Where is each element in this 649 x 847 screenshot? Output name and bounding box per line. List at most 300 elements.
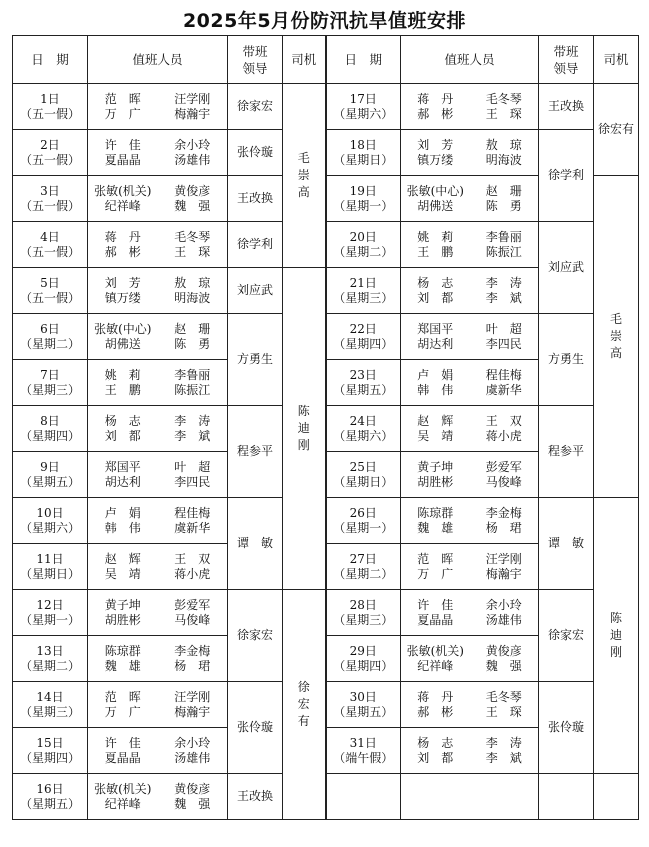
date-note: （星期一） [333,520,394,535]
leader-cell [539,314,594,406]
date-cell [326,498,401,544]
staff-name: 汪学刚 [174,689,211,704]
driver-name: 毛崇高 [297,151,310,199]
staff-name: 胡胜彬 [104,612,141,627]
date-cell [326,130,401,176]
leader-name: 王改换 [547,99,584,113]
staff-cell [401,452,539,498]
staff-name: 蒋 丹 [417,689,454,704]
staff-name: 刘 都 [417,750,454,765]
date-note: （五一假） [19,106,80,121]
staff-name: 黄俊彦 [485,643,522,658]
staff-cell [88,130,228,176]
date-day: 9日 [40,459,60,474]
date-cell [326,636,401,682]
duty-roster-table [12,35,639,820]
driver-cell [283,84,326,268]
staff-cell [88,590,228,636]
staff-name: 汤雄伟 [174,750,211,765]
date-cell [13,360,88,406]
date-day: 13日 [36,643,64,658]
date-cell [13,682,88,728]
date-day: 16日 [36,781,64,796]
staff-cell [88,544,228,590]
staff-name: 夏晶晶 [417,612,454,627]
leader-cell [539,406,594,498]
staff-cell [88,498,228,544]
date-cell [13,406,88,452]
leader-cell [228,268,283,314]
staff-name: 魏 强 [174,198,211,213]
leader-cell [228,130,283,176]
date-note: （星期四） [19,428,80,443]
date-cell [13,498,88,544]
table-row [13,774,639,820]
staff-name: 余小玲 [174,735,211,750]
date-day: 4日 [40,229,60,244]
staff-name: 魏 雄 [104,658,141,673]
date-note: （五一假） [19,290,80,305]
leader-cell [228,590,283,682]
date-note: （星期六） [333,106,394,121]
date-note: （星期六） [333,428,394,443]
header-leader-left [228,36,283,84]
date-day: 17日 [349,91,377,106]
staff-name: 胡达利 [104,474,141,489]
date-note: （星期三） [19,704,80,719]
date-day: 27日 [349,551,377,566]
staff-name: 陈振江 [485,244,522,259]
table-row [13,314,639,360]
staff-name: 陈 勇 [174,336,211,351]
staff-name: 镇万缕 [104,290,141,305]
staff-cell [88,728,228,774]
staff-name: 镇万缕 [417,152,454,167]
date-day: 14日 [36,689,64,704]
staff-name: 刘 都 [104,428,141,443]
leader-name: 程参平 [547,444,584,458]
staff-name: 赵 辉 [104,551,141,566]
date-day: 18日 [349,137,377,152]
empty-cell [539,774,594,820]
staff-name: 姚 莉 [104,367,141,382]
date-cell [13,84,88,130]
staff-name: 杨 志 [417,735,454,750]
staff-name: 杨 志 [104,413,141,428]
staff-name: 郑国平 [417,321,454,336]
leader-name: 徐家宏 [547,628,584,642]
staff-cell [88,636,228,682]
leader-name: 张伶璇 [236,720,273,734]
leader-cell [228,406,283,498]
staff-cell [88,406,228,452]
date-cell [326,314,401,360]
date-note: （星期二） [333,244,394,259]
header-row [13,36,639,84]
leader-cell [228,176,283,222]
date-cell [326,728,401,774]
staff-name: 汪学刚 [174,91,211,106]
staff-name: 蒋 丹 [417,91,454,106]
staff-name: 张敏(机关) [406,643,464,658]
staff-name: 余小玲 [174,137,211,152]
staff-name: 杨 珺 [485,520,522,535]
date-note: （星期一） [19,612,80,627]
staff-name: 黄子坤 [104,597,141,612]
date-note: （五一假） [19,152,80,167]
leader-name: 谭 敏 [236,536,273,550]
table-row [13,590,639,636]
leader-name: 张伶璇 [547,720,584,734]
leader-cell [228,682,283,774]
staff-name: 魏 雄 [417,520,454,535]
staff-cell [401,544,539,590]
staff-name: 马俊峰 [485,474,522,489]
leader-name: 徐家宏 [236,99,273,113]
staff-name: 杨 珺 [174,658,211,673]
staff-name: 汪学刚 [485,551,522,566]
staff-name: 王 琛 [485,106,522,121]
date-day: 19日 [349,183,377,198]
date-note: （端午假） [333,750,394,765]
staff-name: 魏 强 [485,658,522,673]
empty-cell [594,774,639,820]
staff-name: 王 琛 [174,244,211,259]
staff-cell [401,176,539,222]
staff-name: 蒋小虎 [485,428,522,443]
staff-name: 郝 彬 [417,106,454,121]
table-row [13,498,639,544]
table-row [13,84,639,130]
staff-cell [401,130,539,176]
leader-name: 刘应武 [236,283,273,297]
staff-name: 余小玲 [485,597,522,612]
staff-cell [88,268,228,314]
date-day: 6日 [40,321,60,336]
header-driver-right: 司机 [594,36,639,84]
staff-name: 李鲁丽 [174,367,211,382]
staff-cell [88,222,228,268]
header-leader-line2: 领导 [553,60,579,76]
leader-name: 徐学利 [547,168,584,182]
header-driver-left: 司机 [283,36,326,84]
staff-name: 魏 强 [174,796,211,811]
leader-name: 徐学利 [236,237,273,251]
staff-name: 刘 都 [417,290,454,305]
date-day: 21日 [349,275,377,290]
date-cell [13,774,88,820]
date-cell [326,452,401,498]
leader-name: 方勇生 [236,352,273,366]
staff-name: 王 鹏 [417,244,454,259]
staff-name: 夏晶晶 [104,750,141,765]
driver-name: 毛崇高 [609,312,622,360]
staff-name: 李 斌 [485,750,522,765]
date-note: （星期四） [19,750,80,765]
leader-name: 张伶璇 [236,145,273,159]
header-leader-line2: 领导 [242,60,268,76]
staff-name: 张敏(中心) [94,321,152,336]
date-cell [13,636,88,682]
staff-name: 卢 娟 [417,367,454,382]
staff-cell [88,360,228,406]
leader-cell [539,222,594,314]
date-day: 24日 [349,413,377,428]
leader-cell [228,498,283,590]
staff-name: 彭爱军 [485,459,522,474]
date-note: （星期日） [19,566,80,581]
date-day: 28日 [349,597,377,612]
leader-cell [539,84,594,130]
header-date-left: 日 期 [13,36,88,84]
staff-name: 郝 彬 [417,704,454,719]
staff-name: 万 广 [104,106,141,121]
staff-name: 范 晖 [104,91,141,106]
staff-cell [401,590,539,636]
leader-name: 刘应武 [547,260,584,274]
leader-cell [228,84,283,130]
staff-name: 彭爱军 [174,597,211,612]
header-leader-line1: 带班 [242,43,268,59]
date-note: （星期二） [19,336,80,351]
date-note: （星期五） [19,474,80,489]
staff-name: 刘 芳 [417,137,454,152]
date-day: 23日 [349,367,377,382]
staff-name: 汤雄伟 [485,612,522,627]
header-leader-right [539,36,594,84]
staff-name: 陈振江 [174,382,211,397]
staff-name: 许 佳 [104,137,141,152]
staff-name: 胡达利 [417,336,454,351]
staff-name: 李 涛 [174,413,211,428]
staff-name: 许 佳 [104,735,141,750]
staff-name: 夏晶晶 [104,152,141,167]
staff-name: 程佳梅 [174,505,211,520]
staff-name: 吴 靖 [104,566,141,581]
staff-name: 明海波 [174,290,211,305]
header-date-right: 日 期 [326,36,401,84]
staff-name: 纪祥峰 [104,796,141,811]
staff-name: 蒋 丹 [104,229,141,244]
staff-name: 黄俊彦 [174,183,211,198]
staff-name: 万 广 [417,566,454,581]
staff-name: 程佳梅 [485,367,522,382]
header-leader-line1: 带班 [553,43,579,59]
date-cell [326,544,401,590]
date-note: （星期五） [333,382,394,397]
table-row [13,222,639,268]
date-cell [326,222,401,268]
staff-name: 李鲁丽 [485,229,522,244]
date-note: （星期三） [333,612,394,627]
staff-name: 叶 超 [485,321,522,336]
date-cell [326,268,401,314]
staff-name: 王 双 [485,413,522,428]
staff-name: 张敏(机关) [94,183,152,198]
leader-name: 方勇生 [547,352,584,366]
table-row [13,130,639,176]
date-cell [13,544,88,590]
staff-name: 许 佳 [417,597,454,612]
staff-name: 李 斌 [174,428,211,443]
staff-name: 纪祥峰 [104,198,141,213]
date-day: 11日 [36,551,64,566]
date-note: （星期五） [333,704,394,719]
page-title: 2025年5月份防汛抗旱值班安排 [182,10,467,32]
staff-cell [401,314,539,360]
leader-cell [539,498,594,590]
staff-name: 杨 志 [417,275,454,290]
driver-name: 徐宏有 [297,680,310,728]
date-note: （星期四） [333,658,394,673]
date-note: （星期五） [19,796,80,811]
staff-cell [88,314,228,360]
date-cell [326,84,401,130]
staff-name: 梅瀚宇 [485,566,522,581]
date-cell [13,314,88,360]
date-cell [326,590,401,636]
driver-cell [594,84,639,176]
staff-name: 叶 超 [174,459,211,474]
leader-cell [539,590,594,682]
header-staff-right: 值班人员 [401,36,539,84]
date-day: 29日 [349,643,377,658]
driver-cell [594,498,639,774]
staff-cell [88,452,228,498]
staff-cell [88,176,228,222]
date-day: 26日 [349,505,377,520]
date-cell [326,360,401,406]
staff-name: 卢 娟 [104,505,141,520]
leader-cell [228,222,283,268]
staff-name: 范 晖 [417,551,454,566]
staff-name: 刘 芳 [104,275,141,290]
staff-cell [401,360,539,406]
date-day: 8日 [40,413,60,428]
driver-cell [283,268,326,590]
staff-name: 赵 辉 [417,413,454,428]
staff-name: 范 晖 [104,689,141,704]
staff-name: 陈 勇 [485,198,522,213]
date-day: 31日 [349,735,377,750]
staff-name: 李四民 [174,474,211,489]
date-day: 12日 [36,597,64,612]
staff-name: 李 斌 [485,290,522,305]
date-day: 2日 [40,137,60,152]
date-cell [326,176,401,222]
date-day: 7日 [40,367,60,382]
staff-cell [88,682,228,728]
date-day: 5日 [40,275,60,290]
staff-name: 郑国平 [104,459,141,474]
date-cell [13,176,88,222]
staff-name: 虞新华 [485,382,522,397]
date-cell [13,222,88,268]
staff-name: 胡佛送 [417,198,454,213]
date-note: （星期日） [333,152,394,167]
staff-cell [401,728,539,774]
staff-name: 张敏(中心) [406,183,464,198]
date-cell [13,452,88,498]
empty-cell [401,774,539,820]
staff-name: 毛冬琴 [485,689,522,704]
staff-name: 李四民 [485,336,522,351]
staff-name: 黄俊彦 [174,781,211,796]
staff-name: 虞新华 [174,520,211,535]
staff-name: 赵 珊 [174,321,211,336]
staff-name: 蒋小虎 [174,566,211,581]
staff-name: 陈琼群 [417,505,454,520]
date-note: （五一假） [19,244,80,259]
staff-name: 韩 伟 [417,382,454,397]
driver-cell [594,176,639,498]
date-day: 15日 [36,735,64,750]
staff-name: 郝 彬 [104,244,141,259]
staff-name: 李 涛 [485,735,522,750]
date-day: 30日 [349,689,377,704]
staff-name: 李 涛 [485,275,522,290]
staff-name: 梅瀚宇 [174,704,211,719]
staff-name: 赵 珊 [485,183,522,198]
staff-cell [88,774,228,820]
leader-cell [539,130,594,222]
leader-cell [228,314,283,406]
staff-name: 纪祥峰 [417,658,454,673]
date-day: 25日 [349,459,377,474]
date-note: （星期二） [333,566,394,581]
staff-name: 韩 伟 [104,520,141,535]
staff-cell [401,268,539,314]
staff-name: 张敏(机关) [94,781,152,796]
staff-name: 王 琛 [485,704,522,719]
staff-name: 敖 琼 [485,137,522,152]
date-cell [13,268,88,314]
staff-name: 汤雄伟 [174,152,211,167]
empty-cell [326,774,401,820]
date-cell [13,590,88,636]
date-cell [326,682,401,728]
staff-name: 姚 莉 [417,229,454,244]
staff-name: 毛冬琴 [485,91,522,106]
table-row [13,682,639,728]
date-day: 10日 [36,505,64,520]
date-note: （星期三） [333,290,394,305]
date-day: 22日 [349,321,377,336]
staff-cell [401,498,539,544]
driver-name: 徐宏有 [597,122,634,136]
staff-name: 王 双 [174,551,211,566]
date-day: 20日 [349,229,377,244]
staff-cell [401,406,539,452]
leader-name: 王改换 [236,789,273,803]
leader-cell [539,682,594,774]
table-row [13,406,639,452]
staff-name: 梅瀚宇 [174,106,211,121]
staff-name: 王 鹏 [104,382,141,397]
leader-name: 程参平 [236,444,273,458]
staff-name: 毛冬琴 [174,229,211,244]
staff-name: 明海波 [485,152,522,167]
staff-cell [401,636,539,682]
staff-name: 敖 琼 [174,275,211,290]
staff-name: 陈琼群 [104,643,141,658]
staff-cell [401,222,539,268]
staff-name: 李金梅 [174,643,211,658]
date-cell [13,130,88,176]
leader-name: 徐家宏 [236,628,273,642]
date-note: （星期四） [333,336,394,351]
staff-cell [401,682,539,728]
